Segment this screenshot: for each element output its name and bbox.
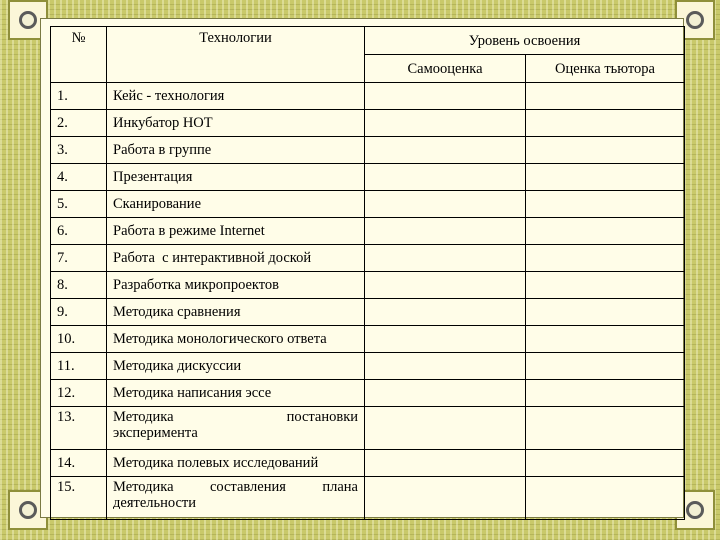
ring-icon bbox=[686, 11, 704, 29]
tutor-assessment-cell[interactable] bbox=[526, 164, 685, 191]
self-assessment-cell[interactable] bbox=[365, 353, 526, 380]
row-number: 15. bbox=[51, 477, 107, 520]
self-assessment-cell[interactable] bbox=[365, 218, 526, 245]
table-row bbox=[51, 299, 685, 326]
row-number: 11. bbox=[51, 353, 107, 380]
table-row bbox=[51, 110, 685, 137]
tutor-assessment-cell[interactable] bbox=[526, 110, 685, 137]
tutor-assessment-cell[interactable] bbox=[526, 477, 685, 520]
self-assessment-cell[interactable] bbox=[365, 477, 526, 520]
technology-name: Инкубатор НОТ bbox=[107, 110, 365, 137]
tutor-assessment-cell[interactable] bbox=[526, 353, 685, 380]
technology-name: Сканирование bbox=[107, 191, 365, 218]
table-row bbox=[51, 477, 685, 520]
technology-name-part: постановки bbox=[286, 409, 358, 425]
header-self-assessment: Самооценка bbox=[365, 55, 526, 83]
table-row bbox=[51, 407, 685, 450]
tutor-assessment-cell[interactable] bbox=[526, 245, 685, 272]
table-row bbox=[51, 380, 685, 407]
row-number: 1. bbox=[51, 83, 107, 110]
table-row bbox=[51, 218, 685, 245]
row-number: 7. bbox=[51, 245, 107, 272]
table-row bbox=[51, 164, 685, 191]
technology-name-part: Методика bbox=[113, 409, 174, 425]
row-number: 8. bbox=[51, 272, 107, 299]
row-number: 13. bbox=[51, 407, 107, 450]
self-assessment-cell[interactable] bbox=[365, 164, 526, 191]
self-assessment-cell[interactable] bbox=[365, 137, 526, 164]
row-number: 5. bbox=[51, 191, 107, 218]
table-row bbox=[51, 245, 685, 272]
tutor-assessment-cell[interactable] bbox=[526, 326, 685, 353]
technology-name bbox=[107, 477, 365, 520]
header-level: Уровень освоения bbox=[365, 27, 685, 55]
header-tutor-assessment: Оценка тьютора bbox=[526, 55, 685, 83]
technology-assessment-table bbox=[50, 26, 685, 520]
self-assessment-cell[interactable] bbox=[365, 407, 526, 450]
technology-name: Методика полевых исследований bbox=[107, 450, 365, 477]
technology-name-part: деятельности bbox=[113, 495, 197, 509]
technology-name: Кейс - технология bbox=[107, 83, 365, 110]
row-number: 10. bbox=[51, 326, 107, 353]
technology-name-part: плана bbox=[322, 479, 358, 495]
self-assessment-cell[interactable] bbox=[365, 326, 526, 353]
row-number: 14. bbox=[51, 450, 107, 477]
self-assessment-cell[interactable] bbox=[365, 450, 526, 477]
self-assessment-cell[interactable] bbox=[365, 272, 526, 299]
row-number: 3. bbox=[51, 137, 107, 164]
row-number: 12. bbox=[51, 380, 107, 407]
technology-name: Методика написания эссе bbox=[107, 380, 365, 407]
table-row bbox=[51, 326, 685, 353]
self-assessment-cell[interactable] bbox=[365, 110, 526, 137]
technology-name: Методика сравнения bbox=[107, 299, 365, 326]
table-row bbox=[51, 137, 685, 164]
tutor-assessment-cell[interactable] bbox=[526, 137, 685, 164]
technology-name: Презентация bbox=[107, 164, 365, 191]
header-num: № bbox=[51, 27, 107, 83]
ring-icon bbox=[19, 11, 37, 29]
self-assessment-cell[interactable] bbox=[365, 191, 526, 218]
table-row bbox=[51, 272, 685, 299]
self-assessment-cell[interactable] bbox=[365, 299, 526, 326]
row-number: 4. bbox=[51, 164, 107, 191]
tutor-assessment-cell[interactable] bbox=[526, 380, 685, 407]
row-number: 6. bbox=[51, 218, 107, 245]
tutor-assessment-cell[interactable] bbox=[526, 450, 685, 477]
table-row bbox=[51, 353, 685, 380]
technology-name-part: составления bbox=[209, 479, 286, 495]
tutor-assessment-cell[interactable] bbox=[526, 299, 685, 326]
table-row bbox=[51, 83, 685, 110]
technology-name bbox=[107, 407, 365, 450]
self-assessment-cell[interactable] bbox=[365, 380, 526, 407]
technology-name: Разработка микропроектов bbox=[107, 272, 365, 299]
tutor-assessment-cell[interactable] bbox=[526, 83, 685, 110]
tutor-assessment-cell[interactable] bbox=[526, 191, 685, 218]
tutor-assessment-cell[interactable] bbox=[526, 218, 685, 245]
self-assessment-cell[interactable] bbox=[365, 83, 526, 110]
technology-name: Методика монологического ответа bbox=[107, 326, 365, 353]
table-row bbox=[51, 450, 685, 477]
tutor-assessment-cell[interactable] bbox=[526, 272, 685, 299]
table-row bbox=[51, 191, 685, 218]
row-number: 9. bbox=[51, 299, 107, 326]
ring-icon bbox=[686, 501, 704, 519]
technology-name-part: Методика bbox=[113, 479, 174, 495]
technology-name: Работа с интерактивной доской bbox=[107, 245, 365, 272]
tutor-assessment-cell[interactable] bbox=[526, 407, 685, 450]
technology-name: Работа в режиме Internet bbox=[107, 218, 365, 245]
ring-icon bbox=[19, 501, 37, 519]
row-number: 2. bbox=[51, 110, 107, 137]
self-assessment-cell[interactable] bbox=[365, 245, 526, 272]
technology-name: Методика дискуссии bbox=[107, 353, 365, 380]
technology-name-part: эксперимента bbox=[113, 425, 198, 441]
header-technology: Технологии bbox=[107, 27, 365, 83]
technology-name: Работа в группе bbox=[107, 137, 365, 164]
